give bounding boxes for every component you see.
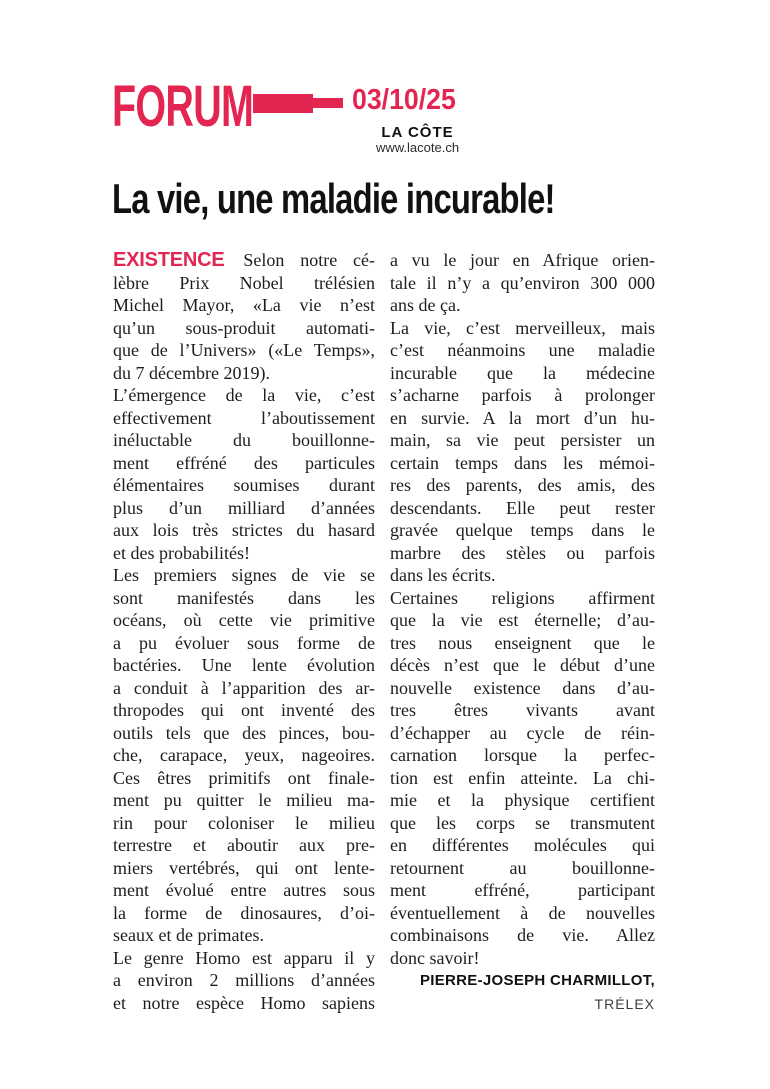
article-line: ment pu quitter le milieu ma- (113, 790, 375, 810)
article-line: inéluctable du bouillonne- (113, 430, 375, 450)
article-line: a pu évoluer sous forme de (113, 632, 375, 653)
article-line: ment effréné, participant (390, 880, 655, 900)
article-line: en différentes molécules qui (390, 835, 655, 855)
article-line: a conduit à l’apparition des ar- (113, 677, 375, 698)
masthead-bar-icon (253, 94, 313, 113)
article-line: c’est néanmoins une maladie (390, 340, 655, 360)
article-line: che, carapace, yeux, nageoires. (113, 745, 375, 765)
article-line: donc savoir! (390, 947, 480, 968)
article-line: a vu le jour en Afrique orien- (390, 250, 655, 270)
article-line: décès n’est que le début d’une (390, 655, 655, 675)
article-column-left (113, 249, 375, 1014)
article-line: ment effréné des particules (113, 452, 375, 473)
article-line: combinaisons de vie. Allez (390, 925, 655, 945)
author-name: PIERRE-JOSEPH CHARMILLOT, (419, 972, 655, 989)
article-line: aux lois très strictes du hasard (113, 520, 375, 540)
article-line: La vie, c’est merveilleux, mais (390, 317, 655, 338)
article-line: marbre des stèles ou parfois (390, 542, 655, 563)
article-line: miers vertébrés, qui ont lente- (113, 857, 375, 878)
masthead-bar-thin-icon (310, 98, 343, 108)
article-line: mie et la physique certifient (390, 790, 655, 810)
article-line: d’échapper au cycle de réin- (390, 722, 655, 743)
article-line: tres nous enseignent que le (390, 632, 655, 653)
article-line: dans les écrits. (390, 565, 496, 585)
article-line: tion est enfin atteinte. La chi- (390, 767, 655, 788)
article-line: bactéries. Une lente évolution (113, 655, 375, 675)
article-line: en survie. A la mort d’un hu- (390, 407, 655, 428)
section-title: FORUM (112, 74, 254, 139)
article-line: L’émergence de la vie, c’est (113, 385, 375, 405)
article-line: tale il n’y a qu’environ 300 000 (390, 272, 655, 293)
edition-date: 03/10/25 (352, 84, 456, 116)
article-line: terrestre et aboutir aux pre- (113, 835, 375, 855)
kicker-existence: EXISTENCE (113, 249, 225, 271)
article-line: main, sa vie peut persister un (390, 430, 655, 450)
article-line: lèbre Prix Nobel trélésien (113, 272, 375, 293)
article-line: élémentaires soumises durant (113, 475, 375, 495)
article-line: outils tels que des pinces, bou- (113, 722, 375, 743)
article-line: Certaines religions affirment (390, 587, 655, 608)
article-line: nouvelle existence dans d’au- (390, 677, 655, 698)
article-line: ans de ça. (390, 295, 461, 315)
article-line: tres êtres vivants avant (390, 700, 655, 720)
article-line: plus d’un milliard d’années (113, 497, 375, 518)
article-line: et des probabilités! (113, 542, 250, 563)
article-line: EXISTENCE Selon notre cé- (113, 249, 375, 271)
article-line: rin pour coloniser le milieu (113, 812, 375, 833)
article-line: du 7 décembre 2019). (113, 362, 270, 383)
article-line: gravée quelque temps dans le (390, 520, 655, 540)
article-line: s’acharne parfois à prolonger (390, 385, 655, 405)
article-line: éventuellement à de nouvelles (390, 902, 655, 923)
article-line: Ces êtres primitifs ont finale- (113, 767, 375, 788)
article-line: incurable que la médecine (390, 362, 655, 383)
article-line: que la vie est éternelle; d’au- (390, 610, 655, 630)
article-line: seaux et de primates. (113, 925, 264, 945)
article-line: certain temps dans les mémoi- (390, 452, 655, 473)
article-headline: La vie, une maladie incurable! (112, 175, 555, 222)
article-line: retournent au bouillonne- (390, 857, 655, 878)
article-column-right (390, 249, 655, 969)
brand-url: www.lacote.ch (375, 140, 460, 155)
article-signature (390, 971, 655, 1014)
article-line: que de l’Univers» («Le Temps», (113, 340, 375, 360)
article-line: descendants. Elle peut rester (390, 497, 655, 518)
article-line: effectivement l’aboutissement (113, 407, 375, 428)
article-line: la forme de dinosaures, d’oi- (113, 902, 375, 923)
author-place: TRÉLEX (594, 996, 655, 1012)
article-line: et notre espèce Homo sapiens (113, 992, 375, 1013)
article-line: Michel Mayor, «La vie n’est (113, 295, 375, 315)
article-line: carnation lorsque la perfec- (390, 745, 655, 765)
brand-logo: LA CÔTE (381, 124, 454, 141)
article-line: thropodes qui ont inventé des (113, 700, 375, 720)
article-line: sont manifestés dans les (113, 587, 375, 608)
article-line: que les corps se transmutent (390, 812, 655, 833)
article-line: res des parents, des amis, des (390, 475, 655, 495)
article-line: a environ 2 millions d’années (113, 970, 375, 990)
article-line: Les premiers signes de vie se (113, 565, 375, 585)
article-line: océans, où cette vie primitive (113, 610, 375, 630)
article-line: ment évolué entre autres sous (113, 880, 375, 900)
article-line: Le genre Homo est apparu il y (113, 947, 375, 968)
article-line: qu’un sous-produit automati- (113, 317, 375, 338)
